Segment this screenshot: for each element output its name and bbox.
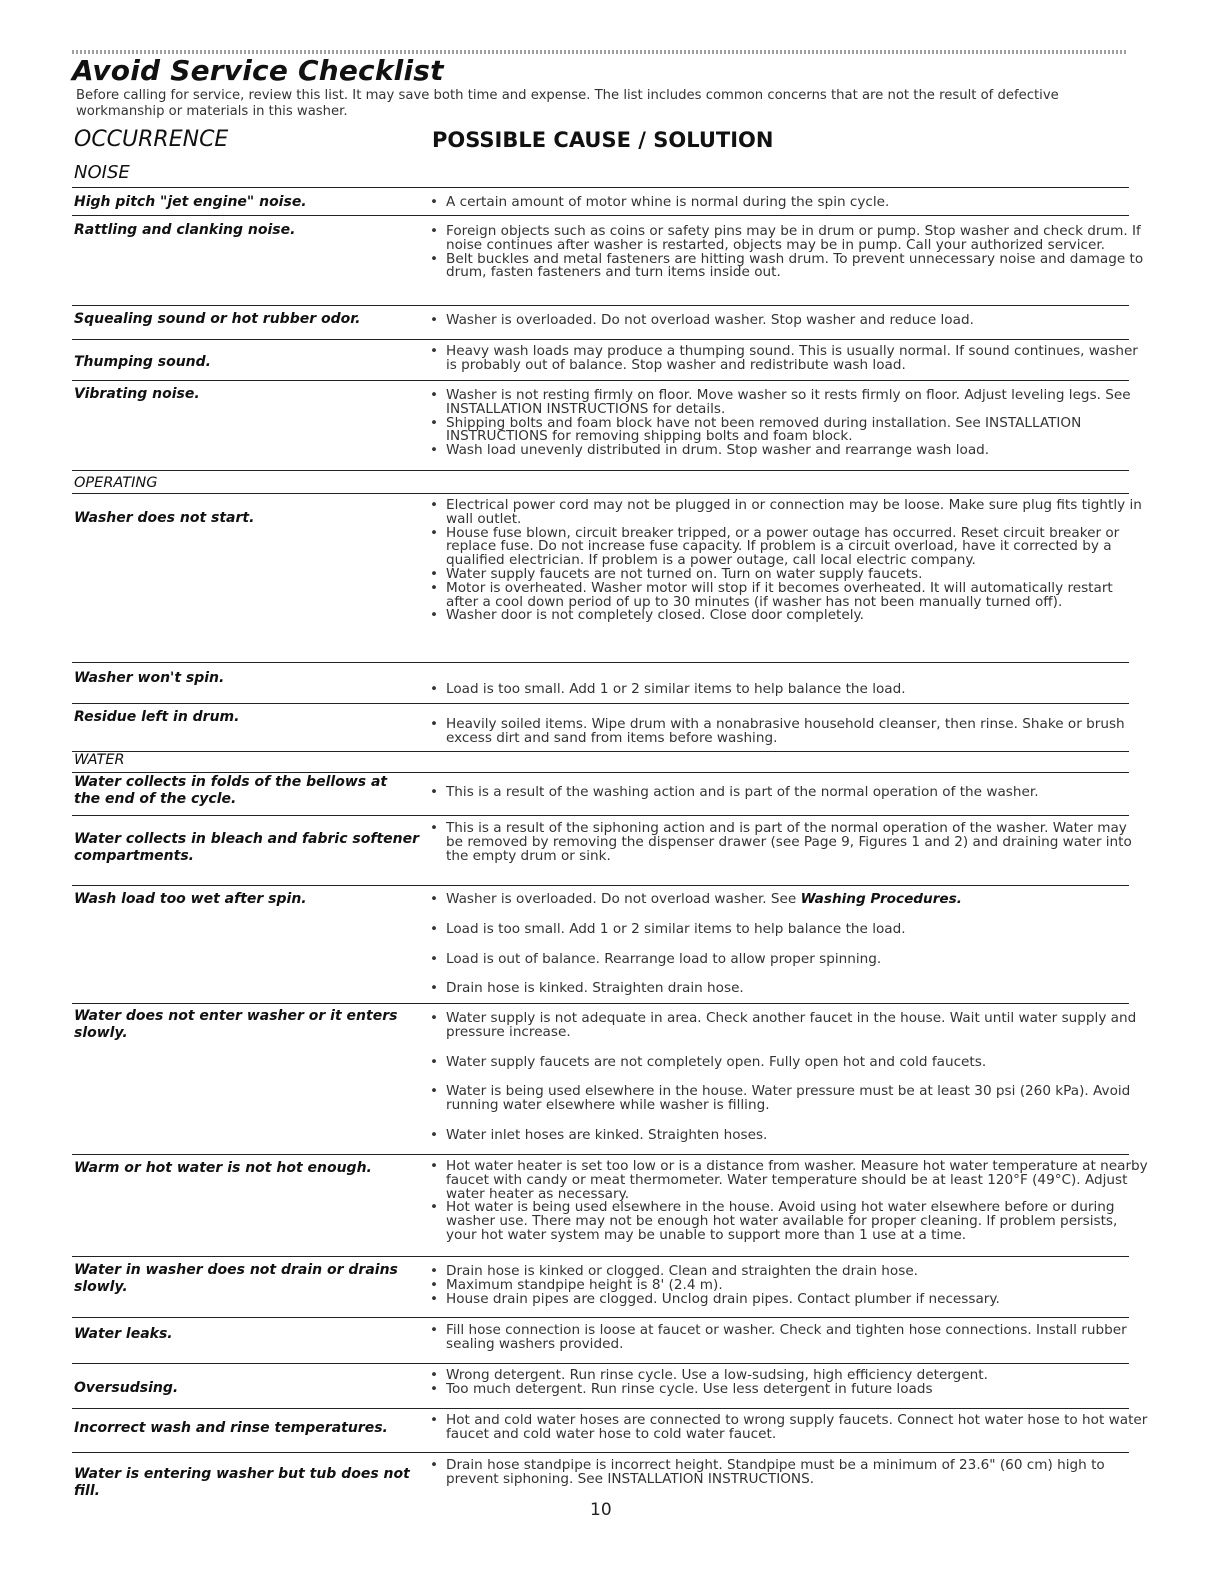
occurrence-heading: OCCURRENCE [74,127,229,152]
solution-item: • Water inlet hoses are kinked. Straighten hoses. [430,1129,1148,1143]
solution-list [430,786,1148,800]
solution-item: • Water supply faucets are not completely open. Fully open hot and cold faucets. [430,1056,1148,1070]
row-divider [72,703,1129,704]
solution-heading: POSSIBLE CAUSE / SOLUTION [432,128,774,152]
solution-item: • Hot water is being used elsewhere in the house. Avoid using hot water elsewhere before or during washer use. There may not be enough hot water available for proper cleaning. If problem persists, your hot water system may be unable to support more than 1 use at a time. [430,1201,1148,1242]
intro-text: Before calling for service, review this list. It may save both time and expense. The list includes common concerns that are not the result of defective workmanship or materials in this washer. [76,88,1059,119]
row-divider [72,187,1129,188]
solution-list [430,1265,1148,1306]
occurrence-label: Water in washer does not drain or drains slowly. [74,1262,398,1295]
occurrence-label: Washer does not start. [74,510,255,526]
solution-item: • Drain hose standpipe is incorrect height. Standpipe must be a minimum of 23.6" (60 cm) high to prevent siphoning. See INSTALLATION INSTRUCTIONS. [430,1459,1148,1487]
solution-list [430,345,1148,373]
solution-item: • Wrong detergent. Run rinse cycle. Use a low-sudsing, high efficiency detergent. [430,1369,1148,1383]
solution-item: • Drain hose is kinked or clogged. Clean and straighten the drain hose. [430,1265,1148,1279]
row-divider [72,1003,1129,1004]
solution-item: • Load is out of balance. Rearrange load to allow proper spinning. [430,953,1148,967]
solution-item: • Washer is overloaded. Do not overload washer. Stop washer and reduce load. [430,314,1148,328]
solution-list [430,225,1148,280]
solution-item: • Washer door is not completely closed. Close door completely. [430,609,1148,623]
row-divider [72,772,1129,773]
solution-item: • Water supply faucets are not turned on. Turn on water supply faucets. [430,568,1148,582]
occurrence-label: Oversudsing. [74,1380,179,1396]
solution-list [430,1160,1148,1243]
solution-list [430,822,1148,863]
row-divider [72,885,1129,886]
solution-list [430,196,1148,210]
row-divider [72,751,1129,752]
solution-list [430,1414,1148,1442]
occurrence-label: Thumping sound. [74,354,211,370]
row-divider [72,305,1129,306]
occurrence-label: Warm or hot water is not hot enough. [74,1160,372,1176]
solution-item: • Heavily soiled items. Wipe drum with a nonabrasive household cleanser, then rinse. Shake or brush excess dirt and sand from items before washing. [430,718,1148,746]
solution-list [430,499,1148,623]
solution-list [430,683,1148,697]
row-divider [72,470,1129,471]
solution-item: • House drain pipes are clogged. Unclog drain pipes. Contact plumber if necessary. [430,1293,1148,1307]
row-divider [72,1317,1129,1318]
occurrence-label: Rattling and clanking noise. [74,222,296,238]
occurrence-label: Water leaks. [74,1326,173,1342]
solution-list [430,1459,1148,1487]
solution-item: • Too much detergent. Run rinse cycle. Use less detergent in future loads [430,1383,1148,1397]
solution-item: • Water supply is not adequate in area. Check another faucet in the house. Wait until water supply and pressure increase. [430,1012,1148,1040]
solution-item: • Belt buckles and metal fasteners are hitting wash drum. To prevent unnecessary noise and damage to drum, fasten fasteners and turn items inside out. [430,253,1148,281]
solution-item: • Foreign objects such as coins or safety pins may be in drum or pump. Stop washer and check drum. If noise continues after washer is restarted, objects may be in pump. Call your authorized servicer. [430,225,1148,253]
solution-list [430,718,1148,746]
row-divider [72,339,1129,340]
row-divider [72,1452,1129,1453]
solution-list [430,893,1148,1012]
category-noise: NOISE [74,162,130,183]
solution-item: • Heavy wash loads may produce a thumping sound. This is usually normal. If sound continues, washer is probably out of balance. Stop washer and redistribute wash load. [430,345,1148,373]
solution-item: • Drain hose is kinked. Straighten drain hose. [430,982,1148,996]
page-number: 10 [590,1500,612,1520]
solution-item: • A certain amount of motor whine is normal during the spin cycle. [430,196,1148,210]
row-divider [72,493,1129,494]
solution-item: • Wash load unevenly distributed in drum. Stop washer and rearrange wash load. [430,444,1148,458]
solution-item: • This is a result of the siphoning action and is part of the normal operation of the washer. Water may be removed by removing the dispenser drawer (see Page 9, Figures 1 and 2) and draining water into the empty drum or sink. [430,822,1148,863]
solution-item: • Water is being used elsewhere in the house. Water pressure must be at least 30 psi (260 kPa). Avoid running water elsewhere while washer is filling. [430,1085,1148,1113]
occurrence-label: Water does not enter washer or it enters slowly. [74,1008,398,1041]
row-divider [72,1154,1129,1155]
category-water: WATER [74,752,125,768]
solution-list [430,1369,1148,1397]
solution-item: • This is a result of the washing action and is part of the normal operation of the washer. [430,786,1148,800]
solution-list [430,389,1148,458]
solution-item: • Load is too small. Add 1 or 2 similar items to help balance the load. [430,683,1148,697]
solution-text: Washer is overloaded. Do not overload washer. See [446,891,797,907]
occurrence-label: Incorrect wash and rinse temperatures. [74,1420,388,1436]
occurrence-label: Water collects in folds of the bellows at the end of the cycle. [74,774,388,807]
row-divider [72,1408,1129,1409]
row-divider [72,1256,1129,1257]
solution-item: • Motor is overheated. Washer motor will stop if it becomes overheated. It will automatically restart after a cool down period of up to 30 minutes (if washer has not been manually turned off). [430,582,1148,610]
solution-item [430,893,1148,907]
solution-item: • Load is too small. Add 1 or 2 similar items to help balance the load. [430,923,1148,937]
solution-item: • House fuse blown, circuit breaker tripped, or a power outage has occurred. Reset circuit breaker or replace fuse. Do not increase fuse capacity. If problem is a circuit overload, have it corrected by a qualified electrician. If problem is a power outage, call local electric company. [430,527,1148,568]
solution-item: • Electrical power cord may not be plugged in or connection may be loose. Make sure plug fits tightly in wall outlet. [430,499,1148,527]
row-divider [72,215,1129,216]
solution-item: • Shipping bolts and foam block have not been removed during installation. See INSTALLATION INSTRUCTIONS for removing shipping bolts and foam block. [430,417,1148,445]
washing-procedures-ref: Washing Procedures. [800,891,962,907]
solution-item: • Maximum standpipe height is 8' (2.4 m). [430,1279,1148,1293]
row-divider [72,662,1129,663]
row-divider [72,815,1129,816]
occurrence-label: Squealing sound or hot rubber odor. [74,311,361,327]
solution-item: • Hot and cold water hoses are connected to wrong supply faucets. Connect hot water hose to hot water faucet and cold water hose to cold water faucet. [430,1414,1148,1442]
page-title: Avoid Service Checklist [72,54,444,87]
occurrence-label: Wash load too wet after spin. [74,891,307,907]
row-divider [72,380,1129,381]
solution-item: • Washer is not resting firmly on floor. Move washer so it rests firmly on floor. Adjust leveling legs. See INSTALLATION INSTRUCTIONS for details. [430,389,1148,417]
occurrence-label: Water is entering washer but tub does not fill. [74,1466,410,1499]
category-operating: OPERATING [74,475,158,491]
occurrence-label: Vibrating noise. [74,386,200,402]
occurrence-label: Washer won't spin. [74,670,225,686]
solution-item: • Hot water heater is set too low or is a distance from washer. Measure hot water temperature at nearby faucet with candy or meat thermometer. Water temperature should be at least 120°F (49°C). Adjust water heater as necessary. [430,1160,1148,1201]
solution-list [430,314,1148,328]
occurrence-label: High pitch "jet engine" noise. [74,194,307,210]
solution-list [430,1012,1148,1159]
row-divider [72,1363,1129,1364]
solution-list [430,1324,1148,1352]
solution-item: • Fill hose connection is loose at faucet or washer. Check and tighten hose connections. Install rubber sealing washers provided. [430,1324,1148,1352]
occurrence-label: Residue left in drum. [74,709,240,725]
occurrence-label: Water collects in bleach and fabric softener compartments. [74,831,419,864]
